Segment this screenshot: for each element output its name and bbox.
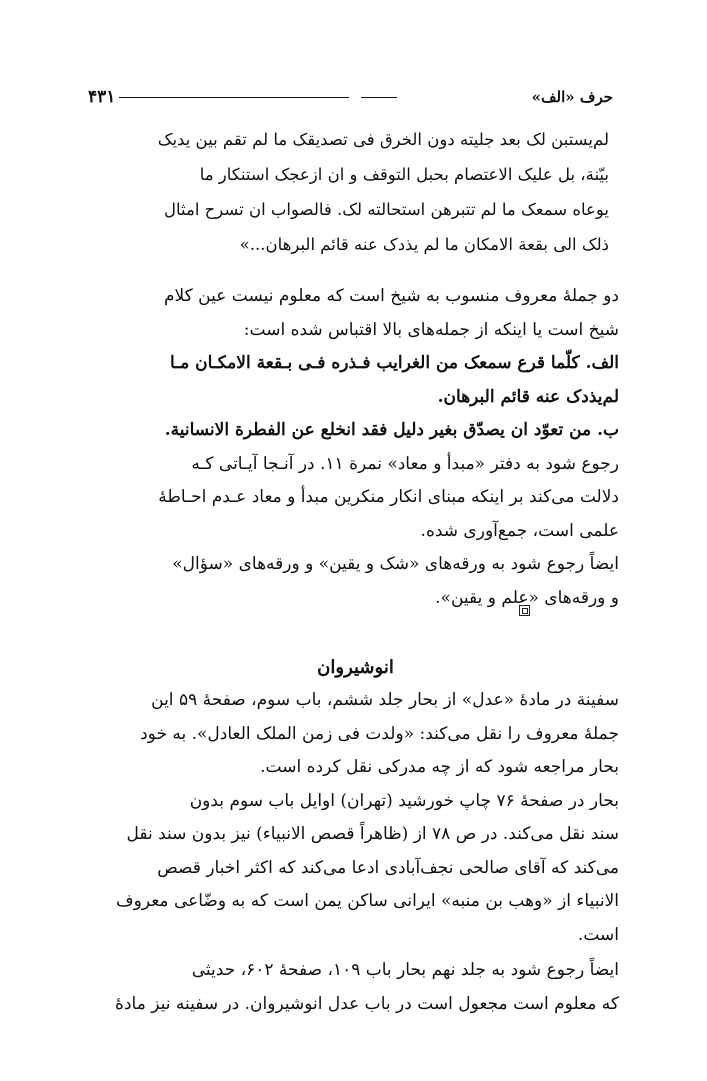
quote-line: ذلک الی بقعة الامکان ما لم یذدک عنه قائم البرهان...» xyxy=(239,235,609,254)
quote-line: لم‌یستبن لک بعد جلیته دون الخرق فی تصدیقک ما لم تقم بین یدیک xyxy=(157,130,609,149)
text-line: ایضاً رجوع شود به ورقه‌های «شک و یقین» و ورقه‌های «سؤال» xyxy=(172,554,619,574)
text-line: و ورقه‌های «علم و یقین». xyxy=(435,587,619,608)
text-line: که معلوم است مجعول است در باب عدل انوشیروان. در سفینه نیز مادهٔ xyxy=(115,994,619,1014)
section-title: انوشیروان xyxy=(317,657,394,678)
body-text-3 xyxy=(92,953,619,1021)
text-line: سفینة در مادهٔ «عدل» از بحار جلد ششم، باب سوم، صفحهٔ ۵۹ این xyxy=(151,690,619,710)
text-line: الانبیاء از «وهب بن منبه» ایرانی ساکن یمن است که به وضّاعی معروف xyxy=(116,891,619,911)
text-line: علمی است، جمع‌آوری شده. xyxy=(420,520,619,541)
text-line: ایضاً رجوع شود به جلد نهم بحار باب ۱۰۹، صفحهٔ ۶۰۲، حدیثی xyxy=(191,960,619,980)
arabic-quote xyxy=(95,122,609,262)
text-line: دلالت می‌کند بر اینکه مبنای انکار منکرین مبدأ و معاد عـدم احـاطهٔ xyxy=(158,487,619,507)
text-line: است. xyxy=(577,924,619,945)
text-line: جملهٔ معروف را نقل می‌کند: «ولدت فی زمن الملک العادل». به خود xyxy=(140,723,619,744)
page-number: ۴۳۱ xyxy=(88,87,116,107)
section-end-mark xyxy=(519,605,530,616)
text-line: شیخ است یا اینکه از جمله‌های بالا اقتباس شده است: xyxy=(243,319,619,340)
text-line: لم‌یذدک عنه قائم البرهان. xyxy=(437,386,619,407)
body-text-1 xyxy=(92,280,619,615)
quote-line: یوعاه سمعک ما لم تتبرهن استحالته لک. فالصواب ان تسرح امثال xyxy=(163,200,609,219)
text-line: بحار مراجعه شود که از چه مدرکی نقل کرده است. xyxy=(260,757,619,777)
text-line: بحار در صفحهٔ ۷۶ چاپ خورشید (تهران) اوایل باب سوم بدون xyxy=(189,790,619,811)
text-line: سند نقل می‌کند. در ص ۷۸ از (ظاهراً قصص الانبیاء) نیز بدون سند نقل xyxy=(126,824,619,844)
text-line: دو جملهٔ معروف منسوب به شیخ است که معلوم نیست عین کلام xyxy=(163,286,619,306)
body-text-2 xyxy=(92,684,619,952)
page-header xyxy=(88,84,613,110)
header-rule-long xyxy=(119,97,349,98)
running-head: حرف «الف» xyxy=(531,88,613,106)
text-line: رجوع شود به دفتر «مبدأ و معاد» نمرة ۱۱. در آنـجا آیـاتی کـه xyxy=(191,453,619,474)
header-rule-short xyxy=(361,97,397,98)
quote-line: بیّنة، بل علیک الاعتصام بحبل التوقف و ان ازعجک استنکار ما xyxy=(199,165,609,184)
text-line: ب. من تعوّد ان یصدّق بغیر دلیل فقد انخلع عن الفطرة الانسانیة. xyxy=(164,420,619,440)
text-line: الف. کلّما قرع سمعک من الغرایب فـذره فـی بـقعة الامکـان مـا xyxy=(169,353,619,373)
text-line: می‌کند که آقای صالحی نجف‌آبادی ادعا می‌کند که اکثر اخبار قصص xyxy=(157,857,619,878)
